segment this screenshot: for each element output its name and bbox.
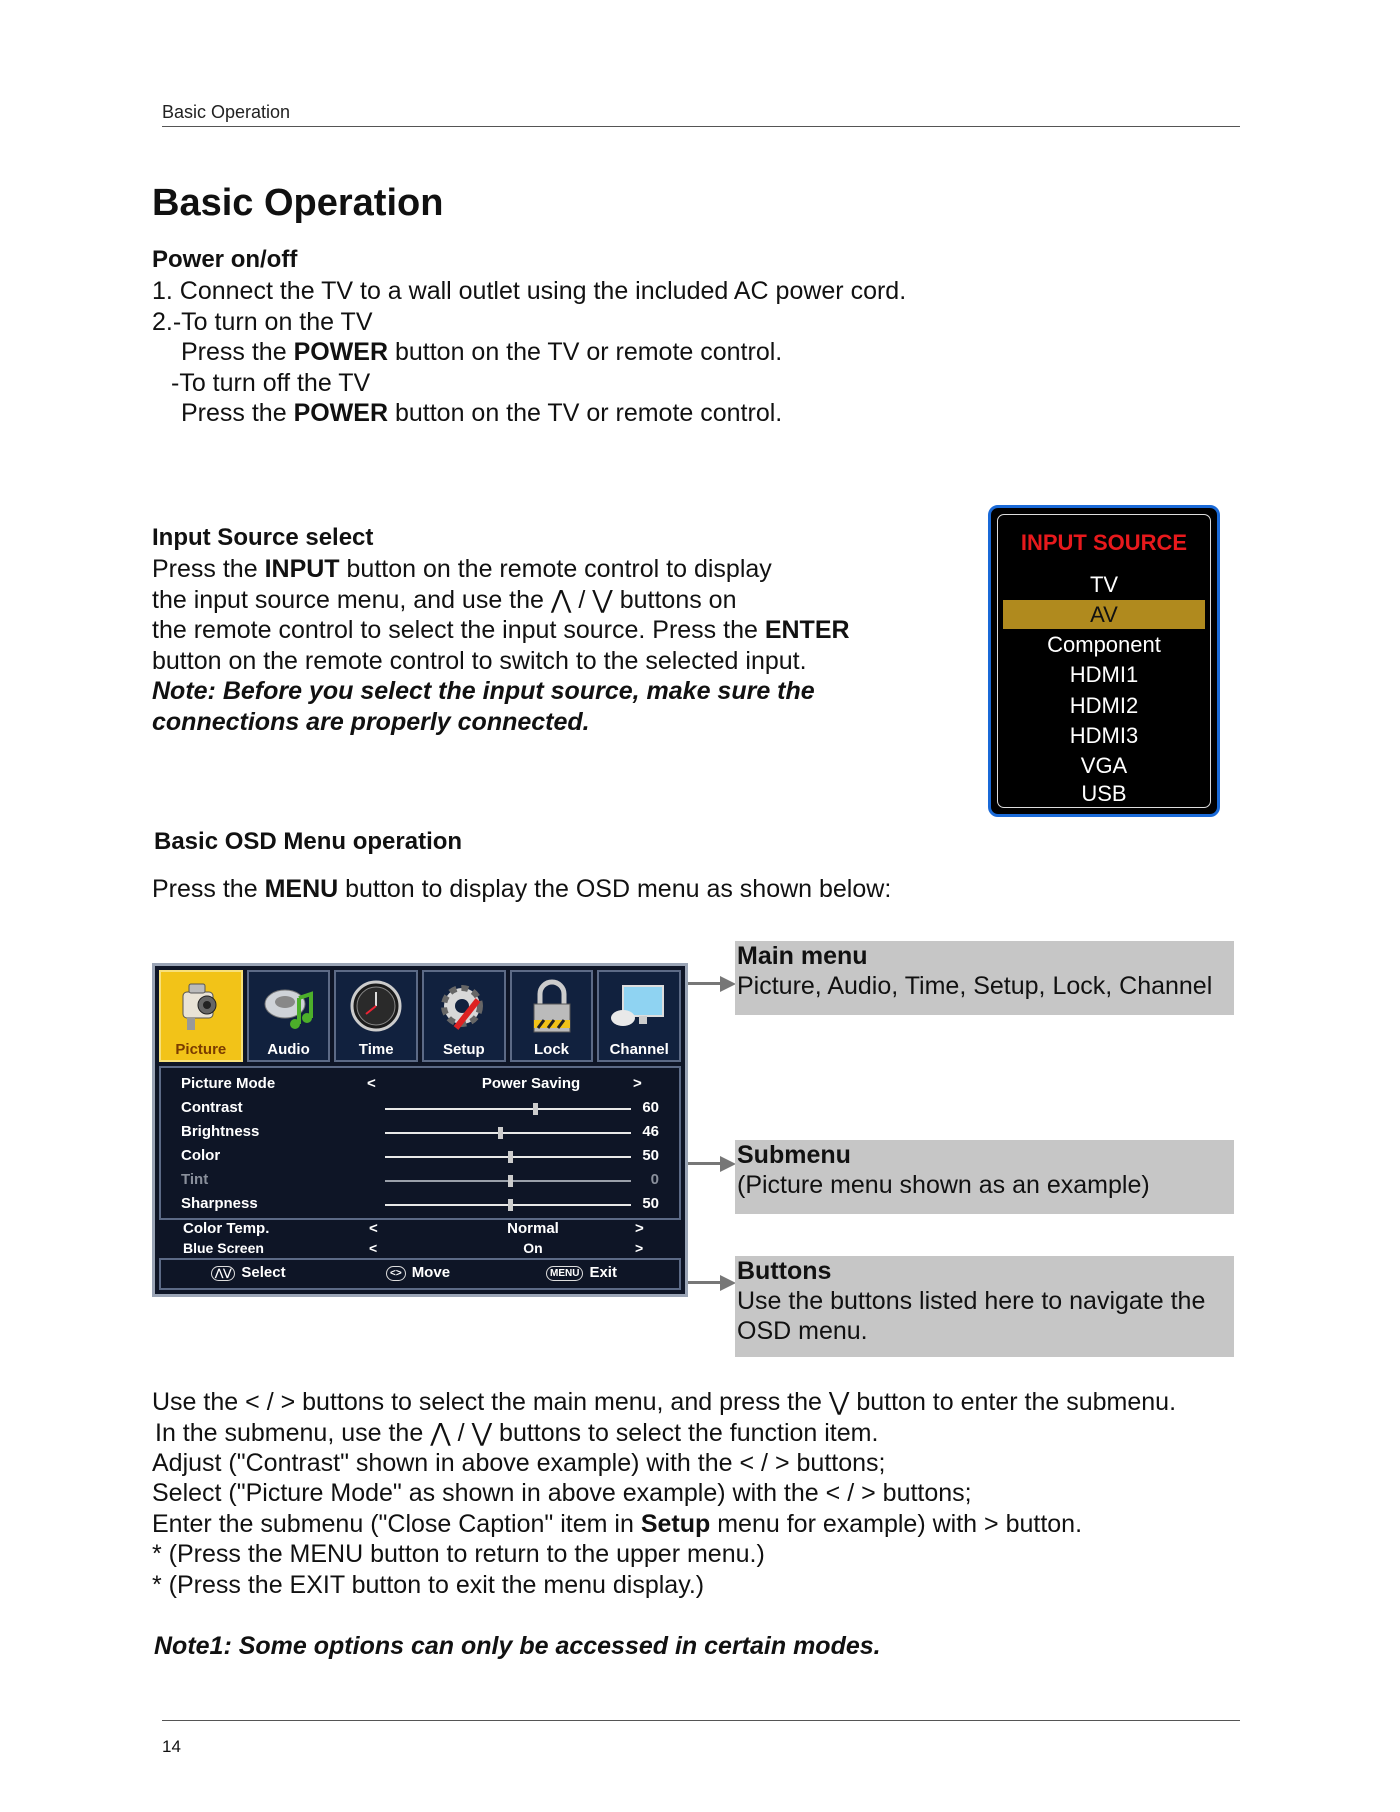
tab-label: Lock [534, 1041, 570, 1058]
text: buttons; [882, 1479, 972, 1507]
up-arrow-icon: ⋀ [550, 586, 572, 614]
left-arrow-icon: < [825, 1479, 841, 1507]
submenu-callout [735, 1140, 1234, 1214]
instruction-1 [152, 1387, 1176, 1418]
contrast-slider[interactable] [385, 1108, 631, 1110]
input-keyword: INPUT [264, 555, 340, 583]
input-option-hdmi1[interactable]: HDMI1 [1069, 662, 1139, 687]
row-value: Normal [507, 1220, 559, 1237]
instruction-2 [155, 1418, 878, 1449]
row-color[interactable] [181, 1147, 669, 1167]
text-rest: button on the TV or remote control. [394, 338, 783, 366]
input-line-3 [152, 615, 850, 646]
setup-keyword: Setup [640, 1510, 711, 1538]
slash: / [761, 1449, 768, 1477]
slash: / [578, 586, 586, 614]
note-1: Note1: Some options can only be accessed in certain modes. [154, 1632, 881, 1660]
text: Adjust ("Contrast" shown in above example) with the [152, 1449, 733, 1477]
text: button to enter the submenu. [856, 1388, 1177, 1416]
input-line-1 [152, 554, 772, 585]
tab-picture[interactable] [159, 970, 243, 1062]
power-off-heading: -To turn off the TV [171, 369, 371, 397]
callout-text: (Picture menu shown as an example) [737, 1171, 1150, 1199]
tab-setup[interactable] [422, 970, 506, 1062]
instruction-3 [152, 1448, 885, 1479]
gear-wrench-icon [434, 978, 494, 1036]
input-option-tv[interactable]: TV [1089, 572, 1119, 597]
tab-label: Time [358, 1041, 394, 1058]
text: the input source menu, and use the [152, 586, 544, 614]
text: buttons on [619, 586, 737, 614]
exit-label: Exit [589, 1264, 617, 1281]
callout-text: Picture, Audio, Time, Setup, Lock, Channel [737, 972, 1213, 1000]
sharpness-slider[interactable] [385, 1204, 631, 1206]
osd-menu-screenshot [152, 963, 688, 1297]
right-arrow-icon: > [984, 1510, 999, 1538]
osd-intro [152, 874, 891, 905]
osd-main-menu-tabs [159, 970, 681, 1062]
osd-heading: Basic OSD Menu operation [154, 828, 463, 855]
right-arrow-icon: > [635, 1240, 644, 1256]
down-arrow-icon: ⋁ [592, 586, 613, 614]
input-option-usb[interactable]: USB [1081, 781, 1127, 806]
left-arrow-icon: < [369, 1220, 378, 1237]
text: button to display the OSD menu as shown below: [345, 875, 892, 903]
power-on-instruction [181, 337, 782, 368]
left-right-buttons-icon [386, 1266, 406, 1281]
osd-picture-submenu [159, 1066, 681, 1220]
row-picture-mode[interactable] [181, 1075, 669, 1095]
tint-slider [385, 1180, 631, 1182]
row-value: 50 [642, 1195, 659, 1212]
callout-text: Use the buttons listed here to navigate the [737, 1287, 1206, 1315]
instruction-5 [152, 1509, 1082, 1540]
color-slider[interactable] [385, 1156, 631, 1158]
page-number: 14 [162, 1737, 181, 1756]
input-option-hdmi2[interactable]: HDMI2 [1069, 693, 1139, 718]
tab-label: Channel [609, 1041, 669, 1058]
select-label: Select [241, 1264, 286, 1281]
clock-icon [346, 978, 406, 1036]
instruction-4 [152, 1478, 972, 1509]
text: Press the [152, 555, 258, 583]
buttons-arrow [688, 1281, 732, 1284]
instruction-7: * (Press the EXIT button to exit the menu display.) [152, 1571, 705, 1599]
row-tint [181, 1171, 669, 1191]
text: buttons; [796, 1449, 886, 1477]
callout-title: Submenu [737, 1141, 851, 1169]
tab-label: Picture [175, 1041, 227, 1058]
input-option-av[interactable]: AV [1003, 600, 1205, 629]
text-press-the: Press the [181, 399, 287, 427]
down-arrow-icon: ⋁ [471, 1419, 493, 1447]
left-arrow-icon: < [739, 1449, 755, 1477]
speaker-music-icon [259, 978, 319, 1036]
right-arrow-icon: > [861, 1479, 876, 1507]
camera-icon [171, 978, 231, 1036]
row-label: Brightness [181, 1123, 260, 1140]
left-arrow-icon: < [367, 1075, 376, 1092]
power-heading: Power on/off [152, 246, 298, 273]
header-rule [162, 126, 1240, 127]
osd-button-bar [159, 1258, 681, 1290]
right-arrow-icon: > [280, 1388, 296, 1416]
callout-text: OSD menu. [737, 1317, 868, 1345]
tab-channel[interactable] [597, 970, 681, 1062]
row-contrast[interactable] [181, 1099, 669, 1119]
right-arrow-icon: > [633, 1075, 642, 1092]
input-source-menu-title: INPUT SOURCE [1020, 530, 1188, 555]
left-glyph: < [390, 1267, 396, 1279]
row-value: 0 [650, 1171, 659, 1188]
callout-title: Buttons [737, 1257, 832, 1285]
main-menu-arrow [688, 982, 732, 985]
power-keyword: POWER [293, 399, 389, 427]
up-glyph: ⋀ [215, 1267, 224, 1279]
slider-knob[interactable] [508, 1151, 513, 1163]
row-value: On [523, 1240, 543, 1256]
text-rest: button on the TV or remote control. [394, 399, 783, 427]
text: the remote control to select the input source. Press the [152, 616, 758, 644]
row-value: Power Saving [481, 1075, 581, 1092]
row-label: Contrast [181, 1099, 243, 1116]
power-step-1: 1. Connect the TV to a wall outlet using the included AC power cord. [152, 277, 907, 305]
callout-title: Main menu [737, 942, 868, 970]
brightness-slider[interactable] [385, 1132, 631, 1134]
row-value: 50 [642, 1147, 659, 1164]
text-press-the: Press the [181, 338, 287, 366]
text: button on the remote control to display [346, 555, 772, 583]
tab-lock[interactable] [510, 970, 594, 1062]
text: Press the [152, 875, 258, 903]
down-glyph: ⋁ [223, 1267, 232, 1279]
move-hint [386, 1264, 450, 1281]
menu-button-icon: MENU [546, 1266, 583, 1281]
text: buttons to select the function item. [499, 1419, 879, 1447]
slider-knob[interactable] [533, 1103, 538, 1115]
slash: / [266, 1388, 274, 1416]
enter-keyword: ENTER [764, 616, 850, 644]
row-label: Color [181, 1147, 221, 1164]
row-value: 60 [642, 1099, 659, 1116]
input-line-4: button on the remote control to switch to the selected input. [152, 647, 807, 675]
tab-time[interactable] [334, 970, 418, 1062]
submenu-arrow [688, 1162, 732, 1165]
padlock-icon [522, 978, 582, 1036]
right-glyph: > [395, 1267, 402, 1279]
select-hint [211, 1264, 286, 1281]
tab-label: Setup [443, 1041, 485, 1058]
input-note-2: connections are properly connected. [152, 708, 590, 736]
row-label: Picture Mode [181, 1075, 276, 1092]
input-option-hdmi3[interactable]: HDMI3 [1069, 723, 1139, 748]
footer-rule [162, 1720, 1240, 1721]
input-line-2 [152, 585, 737, 616]
buttons-callout [735, 1256, 1234, 1357]
tab-audio[interactable] [247, 970, 331, 1062]
right-arrow-icon: > [635, 1220, 644, 1237]
move-label: Move [411, 1264, 451, 1281]
power-off-instruction [181, 398, 782, 429]
row-sharpness[interactable] [181, 1195, 669, 1215]
slider-knob[interactable] [498, 1127, 503, 1139]
slider-knob [508, 1175, 513, 1187]
input-source-menu [988, 505, 1220, 817]
tab-label: Audio [267, 1041, 310, 1058]
text: In the submenu, use the [155, 1419, 424, 1447]
row-label: Color Temp. [183, 1220, 270, 1237]
text: Select ("Picture Mode" as shown in above example) with the [152, 1479, 819, 1507]
right-arrow-icon: > [774, 1449, 790, 1477]
row-value: 46 [642, 1123, 659, 1140]
input-note-1: Note: Before you select the input source, make sure the [152, 677, 815, 705]
row-label: Tint [181, 1171, 209, 1188]
input-option-component[interactable]: Component [1047, 632, 1161, 657]
power-keyword: POWER [293, 338, 389, 366]
row-blue-screen[interactable] [183, 1240, 671, 1260]
exit-hint [546, 1264, 617, 1281]
running-header: Basic Operation [162, 102, 291, 122]
left-arrow-icon: < [245, 1388, 260, 1416]
instruction-6: * (Press the MENU button to return to the upper menu.) [152, 1540, 765, 1568]
slash: / [457, 1419, 465, 1447]
menu-keyword: MENU [264, 875, 339, 903]
row-label: Blue Screen [183, 1240, 264, 1256]
up-down-buttons-icon [211, 1266, 235, 1281]
input-option-vga[interactable]: VGA [1080, 753, 1128, 778]
left-arrow-icon: < [369, 1240, 378, 1256]
page-title: Basic Operation [152, 182, 444, 224]
text: menu for example) with [717, 1510, 978, 1538]
row-label: Sharpness [181, 1195, 258, 1212]
text: buttons to select the main menu, and press the [302, 1388, 822, 1416]
up-arrow-icon: ⋀ [430, 1419, 451, 1447]
input-source-heading: Input Source select [152, 524, 374, 551]
power-step-2: 2.-To turn on the TV [152, 308, 373, 336]
text: Enter the submenu ("Close Caption" item in [152, 1510, 634, 1538]
down-arrow-icon: ⋁ [828, 1388, 850, 1416]
slider-knob[interactable] [508, 1199, 513, 1211]
main-menu-callout [735, 941, 1234, 1015]
monitor-icon [609, 978, 669, 1036]
row-brightness[interactable] [181, 1123, 669, 1143]
row-color-temp[interactable] [183, 1220, 671, 1240]
slash: / [847, 1479, 855, 1507]
text: Use the [152, 1388, 239, 1416]
text: button. [1005, 1510, 1083, 1538]
